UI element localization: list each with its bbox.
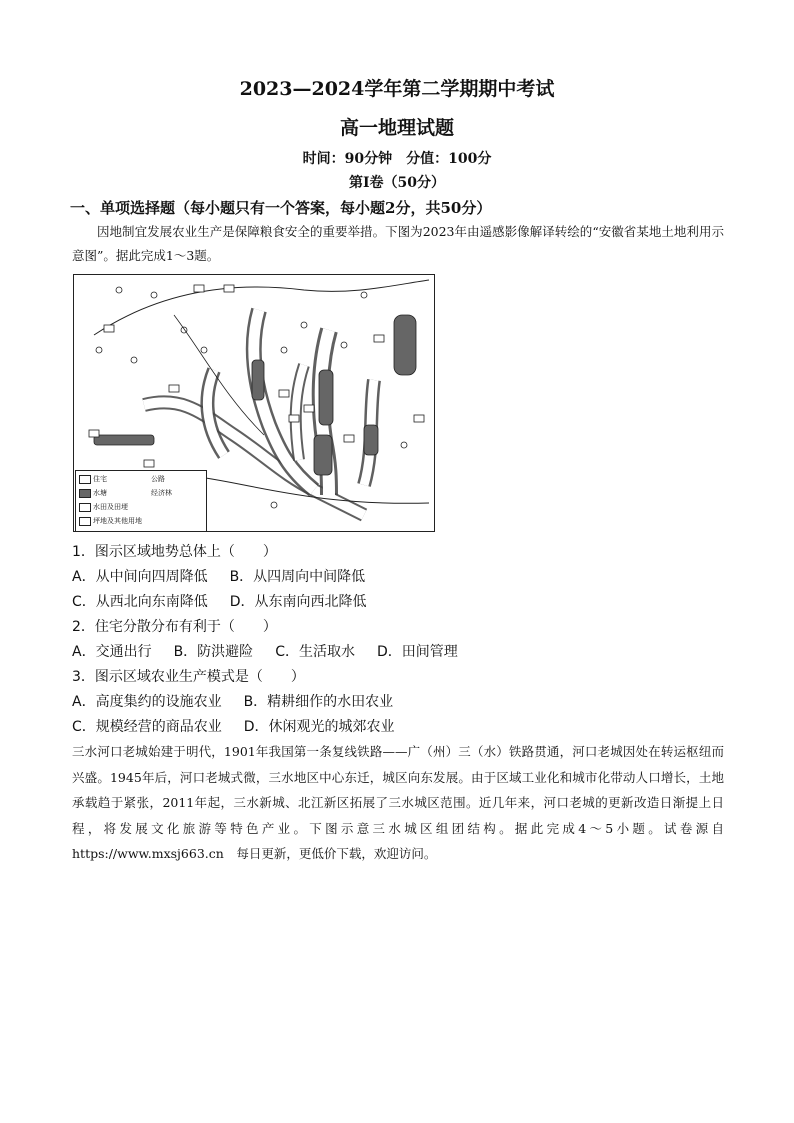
- volume-label: 第Ⅰ卷（50分）: [348, 175, 446, 191]
- question-1-option-c[interactable]: C．从西北向东南降低: [72, 594, 208, 610]
- question-3-options-row1: [72, 691, 415, 711]
- flat-land-icon: [79, 517, 91, 526]
- intro-paragraph-1: 因地制宜发展农业生产是保障粮食安全的重要举措。下图为2023年由遥感影像解译转绘的“安徽省某地土地利用示意图”。据此完成1～3题。: [72, 224, 724, 263]
- intro-paragraph-2: 三水河口老城始建于明代，1901年我国第一条复线铁路——广（州）三（水）铁路贯通，河口老城因处在转运枢纽而兴盛。1945年后，河口老城式微，三水地区中心东迁，城区向东发展。由于区域工业化和城市化带动人口增长，土地承载趋于紧张，2011年起，三水新城、北江新区拓展了三水城区范围。近几年来，河口老城的更新改造日渐提上日程，将发展文化旅游等特色产业。下图示意三水城区组团结构。据此完成4～5小题。试卷源自 https://www.mxsj663.cn 每日更新，更低价下载，欢迎访问。: [72, 744, 737, 861]
- question-1-options-row1: [72, 566, 387, 586]
- question-3-option-d[interactable]: D．休闲观光的城郊农业: [243, 719, 395, 735]
- question-3-option-c[interactable]: C．规模经营的商品农业: [72, 719, 222, 735]
- legend-item-house: 住宅: [79, 474, 107, 484]
- question-2-stem: 2．住宅分散分布有利于（ ）: [72, 619, 277, 635]
- paddy-icon: [79, 503, 91, 512]
- legend-item-pond: 水塘: [79, 488, 107, 498]
- legend-item-flat: 坪地及其他用地: [79, 516, 142, 526]
- question-1-option-b[interactable]: B．从四周向中间降低: [229, 569, 366, 585]
- question-3-options-row2: [72, 716, 417, 736]
- section-title: 一、单项选择题（每小题只有一个答案，每小题2分，共50分）: [70, 199, 492, 217]
- question-1-option-d[interactable]: D．从东南向西北降低: [229, 594, 367, 610]
- pond-icon: [79, 489, 91, 498]
- question-3-stem: 3．图示区域农业生产模式是（ ）: [72, 669, 305, 685]
- legend-item-road: 公路: [151, 475, 165, 483]
- map-legend: [75, 470, 207, 532]
- house-icon: [79, 475, 91, 484]
- question-2-option-c[interactable]: C．生活取水: [275, 644, 355, 660]
- question-2-option-b[interactable]: B．防洪避险: [173, 644, 254, 660]
- question-3-option-a[interactable]: A．高度集约的设施农业: [72, 694, 222, 710]
- legend-item-paddy: 水田及田埂: [79, 502, 128, 512]
- exam-subtitle: 高一地理试题: [339, 117, 454, 139]
- question-2-options: [72, 641, 480, 661]
- question-1-option-a[interactable]: A．从中间向四周降低: [72, 569, 208, 585]
- question-2-option-a[interactable]: A．交通出行: [72, 644, 152, 660]
- legend-item-forest: 经济林: [151, 489, 172, 497]
- exam-meta: 时间：90分钟 分值：100分: [302, 151, 492, 167]
- exam-title: 2023—2024学年第二学期期中考试: [239, 78, 555, 100]
- question-1-options-row2: [72, 591, 389, 611]
- question-1-stem: 1．图示区域地势总体上（ ）: [72, 544, 277, 560]
- question-3-option-b[interactable]: B．精耕细作的水田农业: [243, 694, 394, 710]
- question-2-option-d[interactable]: D．田间管理: [376, 644, 458, 660]
